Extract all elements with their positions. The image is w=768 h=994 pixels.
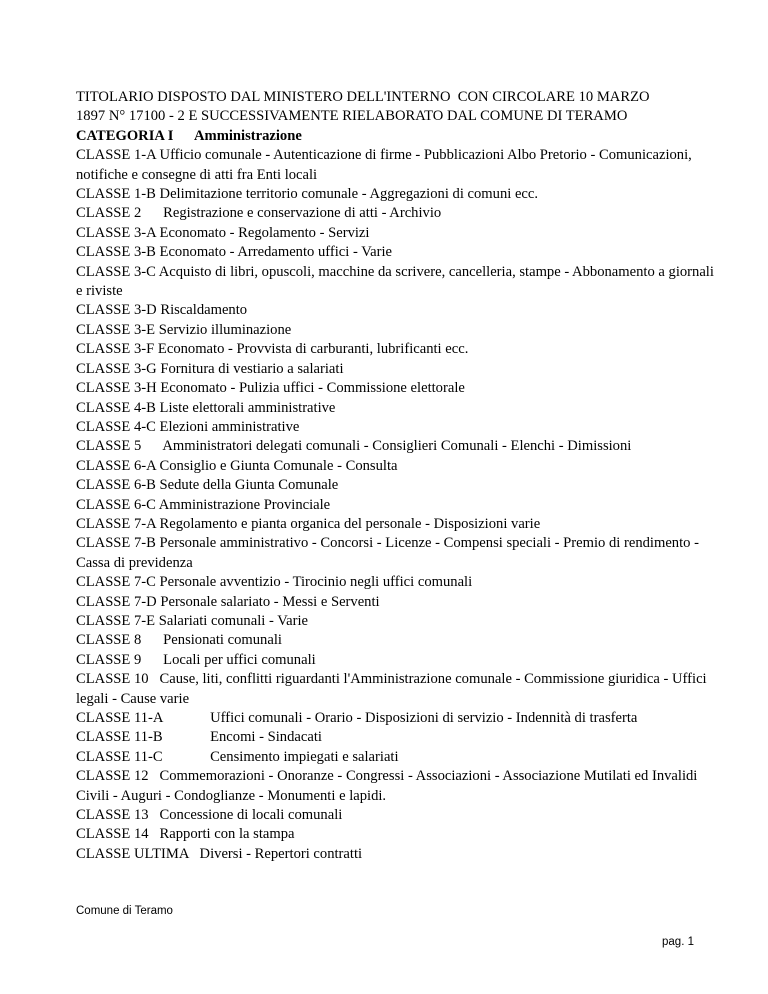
class-description: Riscaldamento <box>160 302 248 319</box>
class-entry <box>76 845 716 864</box>
class-entry <box>76 457 716 476</box>
class-entry <box>76 379 716 398</box>
class-entry <box>76 340 716 359</box>
class-code: CLASSE 4-B <box>76 399 156 416</box>
class-code: CLASSE 3-A <box>76 224 156 241</box>
class-code: CLASSE 7-E <box>76 612 156 629</box>
class-entry <box>76 651 716 670</box>
class-entry <box>76 709 716 728</box>
class-code: CLASSE 3-B <box>76 244 156 261</box>
category-heading <box>76 127 716 146</box>
class-code: CLASSE 2 <box>76 205 142 222</box>
class-code: CLASSE 11-A <box>76 710 163 726</box>
class-code: CLASSE 14 <box>76 826 149 843</box>
class-description: Rapporti con la stampa <box>159 826 295 843</box>
class-entry <box>76 204 716 223</box>
class-description: Amministratori delegati comunali - Consiglieri Comunali - Elenchi - Dimissioni <box>162 438 632 455</box>
class-entry <box>76 185 716 204</box>
class-entry <box>76 825 716 844</box>
class-code: CLASSE 12 <box>76 768 149 785</box>
header-line-1: TITOLARIO DISPOSTO DAL MINISTERO DELL'INTERNO CON CIRCOLARE 10 MARZO <box>76 89 650 105</box>
class-description: Elezioni amministrative <box>159 418 300 435</box>
class-code: CLASSE 13 <box>76 807 149 824</box>
class-code: CLASSE 4-C <box>76 418 156 435</box>
class-entry <box>76 496 716 515</box>
class-description: Regolamento e pianta organica del personale - Disposizioni varie <box>159 515 541 532</box>
footer-organization: Comune di Teramo <box>76 905 173 917</box>
class-description: Personale amministrativo - Concorsi - Licenze - Compensi speciali - Premio di rendimento - Cassa di previdenza <box>76 535 703 571</box>
class-description: Acquisto di libri, opuscoli, macchine da scrivere, cancelleria, stampe - Abbonamento a giornali e riviste <box>76 263 718 300</box>
class-entry <box>76 476 716 495</box>
class-description: Economato - Regolamento - Servizi <box>159 224 370 241</box>
class-description: Encomi - Sindacati <box>210 729 322 746</box>
class-entry <box>76 573 716 592</box>
class-entry <box>76 243 716 262</box>
class-description: Fornitura di vestiario a salariati <box>160 360 344 377</box>
class-description: Servizio illuminazione <box>158 321 292 338</box>
class-entry <box>76 631 716 650</box>
document-body <box>76 88 716 864</box>
class-description: Uffici comunali - Orario - Disposizioni di servizio - Indennità di trasferta <box>210 710 638 726</box>
class-description: Cause, liti, conflitti riguardanti l'Amministrazione comunale - Commissione giuridica - Uffici legali - Cause varie <box>76 671 711 707</box>
class-description: Delimitazione territorio comunale - Aggregazioni di comuni ecc. <box>159 186 539 203</box>
class-description: Locali per uffici comunali <box>163 651 316 668</box>
class-description: Sedute della Giunta Comunale <box>159 477 339 494</box>
class-description: Concessione di locali comunali <box>159 807 343 824</box>
class-description: Pensionati comunali <box>163 632 282 649</box>
class-code: CLASSE 7-A <box>76 515 156 532</box>
class-entry <box>76 146 716 185</box>
class-description: Censimento impiegati e salariati <box>210 748 399 765</box>
class-description: Personale avventizio - Tirocinio negli uffici comunali <box>159 574 473 591</box>
class-entry <box>76 534 716 573</box>
class-code: CLASSE 10 <box>76 671 149 688</box>
class-description: Economato - Provvista di carburanti, lubrificanti ecc. <box>157 341 469 358</box>
class-code: CLASSE 11-B <box>76 729 163 746</box>
class-entry <box>76 263 716 302</box>
class-code: CLASSE 1-B <box>76 186 156 203</box>
class-code: CLASSE 3-C <box>76 263 156 280</box>
class-entry <box>76 670 716 709</box>
class-code: CLASSE ULTIMA <box>76 845 189 862</box>
header-line-2: 1897 N° 17100 - 2 E SUCCESSIVAMENTE RIELABORATO DAL COMUNE DI TERAMO <box>76 108 628 125</box>
class-code: CLASSE 3-E <box>76 321 156 338</box>
class-code: CLASSE 7-B <box>76 535 156 552</box>
class-description: Economato - Pulizia uffici - Commissione elettorale <box>160 380 465 397</box>
class-entry <box>76 612 716 631</box>
class-entry <box>76 360 716 379</box>
class-entry <box>76 767 716 806</box>
class-code: CLASSE 3-D <box>76 302 157 319</box>
class-code: CLASSE 6-B <box>76 477 156 494</box>
class-entry <box>76 301 716 320</box>
class-entry <box>76 593 716 612</box>
class-code: CLASSE 8 <box>76 632 142 649</box>
category-code: CATEGORIA I <box>76 127 174 144</box>
class-code: CLASSE 3-F <box>76 341 155 358</box>
class-description: Personale salariato - Messi e Serventi <box>160 593 380 610</box>
class-description: Diversi - Repertori contratti <box>199 845 363 862</box>
class-entry <box>76 515 716 534</box>
class-entry <box>76 224 716 243</box>
class-entry <box>76 399 716 418</box>
class-code: CLASSE 3-H <box>76 380 157 397</box>
class-description: Registrazione e conservazione di atti - Archivio <box>163 205 442 222</box>
class-list <box>76 146 716 864</box>
class-code: CLASSE 7-D <box>76 593 157 610</box>
class-code: CLASSE 11-C <box>76 748 163 765</box>
class-entry <box>76 321 716 340</box>
category-title: Amministrazione <box>194 127 302 144</box>
class-description: Economato - Arredamento uffici - Varie <box>159 244 393 261</box>
class-description: Liste elettorali amministrative <box>159 399 336 416</box>
class-code: CLASSE 6-C <box>76 496 156 513</box>
class-description: Amministrazione Provinciale <box>158 496 331 513</box>
class-code: CLASSE 3-G <box>76 360 157 377</box>
class-code: CLASSE 7-C <box>76 574 156 591</box>
class-code: CLASSE 5 <box>76 438 142 455</box>
class-entry <box>76 437 716 456</box>
footer-page-number: pag. 1 <box>662 936 694 948</box>
class-code: CLASSE 1-A <box>76 147 156 164</box>
class-code: CLASSE 6-A <box>76 457 156 474</box>
class-description: Salariati comunali - Varie <box>158 612 308 629</box>
class-entry <box>76 418 716 437</box>
class-entry <box>76 806 716 825</box>
class-description: Consiglio e Giunta Comunale - Consulta <box>159 457 398 474</box>
class-description: Ufficio comunale - Autenticazione di firme - Pubblicazioni Albo Pretorio - Comunicazioni, notifiche e consegne di atti fra Enti locali <box>76 147 696 183</box>
class-description: Commemorazioni - Onoranze - Congressi - Associazioni - Associazione Mutilati ed Invalidi Civili - Auguri - Condoglianze - Monumenti e lapidi. <box>76 768 702 804</box>
class-entry <box>76 728 716 747</box>
class-code: CLASSE 9 <box>76 651 142 668</box>
class-entry <box>76 748 716 767</box>
